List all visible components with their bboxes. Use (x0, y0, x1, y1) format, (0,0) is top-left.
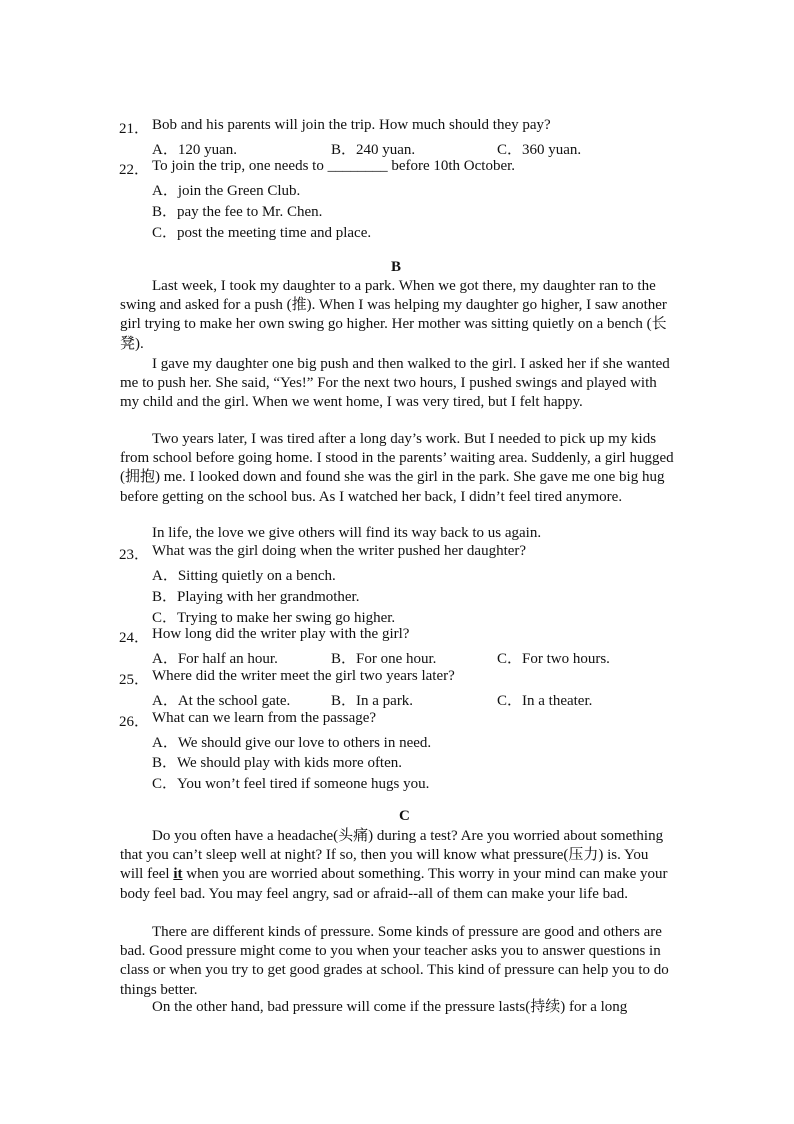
passage-b-paragraph-4: In life, the love we give others will find its way back to us again. (152, 525, 542, 541)
option-a: A．For half an hour. (152, 651, 278, 667)
option-a: A．join the Green Club. (152, 183, 301, 199)
option-a: A．We should give our love to others in need. (152, 735, 432, 751)
passage-c-paragraph-2: There are different kinds of pressure. Some kinds of pressure are good and others are bad. Good pressure might come to you when your teacher asks you to answer questions in class or when you try to get good grades at school. This kind of pressure can help you to do things better. (120, 924, 669, 998)
question-number: 21． (119, 121, 150, 137)
option-c: C．post the meeting time and place. (152, 225, 372, 241)
option-b: B．We should play with kids more often. (152, 755, 403, 771)
question-number: 25． (119, 672, 150, 688)
option-b: B．In a park. (331, 693, 414, 709)
passage-c-paragraph-3: On the other hand, bad pressure will come if the pressure lasts(持续) for a long (152, 999, 628, 1015)
passage-c-paragraph-1 (120, 827, 674, 904)
question-number: 26． (119, 714, 150, 730)
question-text: Where did the writer meet the girl two years later? (152, 668, 455, 684)
question-text: To join the trip, one needs to ________ before 10th October. (152, 158, 516, 174)
paragraph-text: when you are worried about something. This worry in your mind can make your body feel bad. You may feel angry, sad or afraid--all of them can make your life bad. (120, 866, 668, 902)
question-number: 22． (119, 162, 150, 178)
passage-b-paragraph-3: Two years later, I was tired after a long day’s work. But I needed to pick up my kids from school before going home. I stood in the parents’ waiting area. Suddenly, a girl hugged (拥抱) me. I looked down and found she was the girl in the park. She gave me one big hug before getting on the school bus. As I watched her back, I didn’t feel tired anymore. (120, 431, 674, 505)
section-heading-b: B (391, 259, 402, 275)
option-c: C．For two hours. (497, 651, 610, 667)
section-heading-c: C (399, 808, 410, 824)
question-text: How long did the writer play with the girl? (152, 626, 410, 642)
passage-b-paragraph-2: I gave my daughter one big push and then walked to the girl. I asked her if she wanted me to push her. She said, “Yes!” For the next two hours, I pushed swings and played with my child and the girl. When we went home, I was very tired, but I felt happy. (120, 356, 670, 411)
option-a: A．120 yuan. (152, 142, 237, 158)
option-b: B．For one hour. (331, 651, 437, 667)
option-b: B．240 yuan. (331, 142, 416, 158)
question-text: What was the girl doing when the writer pushed her daughter? (152, 543, 527, 559)
passage-b-paragraph-1: Last week, I took my daughter to a park. When we got there, my daughter ran to the swing and asked for a push (推). When I was helping my daughter go higher, I saw another girl trying to make her own swing go higher. Her mother was sitting quietly on a bench (长凳). (120, 278, 667, 352)
paragraph-text: Do you often have a headache(头痛) during a test? Are you worried about something that you can’t sleep well at night? If so, then you will know what pressure(压力) is. You will feel (120, 828, 664, 883)
question-text: What can we learn from the passage? (152, 710, 377, 726)
option-a: A．Sitting quietly on a bench. (152, 568, 336, 584)
option-a: A．At the school gate. (152, 693, 291, 709)
question-number: 24． (119, 630, 150, 646)
question-text: Bob and his parents will join the trip. How much should they pay? (152, 117, 551, 133)
underlined-word: it (173, 866, 183, 883)
option-c: C．You won’t feel tired if someone hugs you. (152, 776, 430, 792)
option-c: C．Trying to make her swing go higher. (152, 610, 396, 626)
question-number: 23． (119, 547, 150, 563)
option-b: B．pay the fee to Mr. Chen. (152, 204, 323, 220)
option-c: C．360 yuan. (497, 142, 582, 158)
option-b: B．Playing with her grandmother. (152, 589, 360, 605)
option-c: C．In a theater. (497, 693, 593, 709)
